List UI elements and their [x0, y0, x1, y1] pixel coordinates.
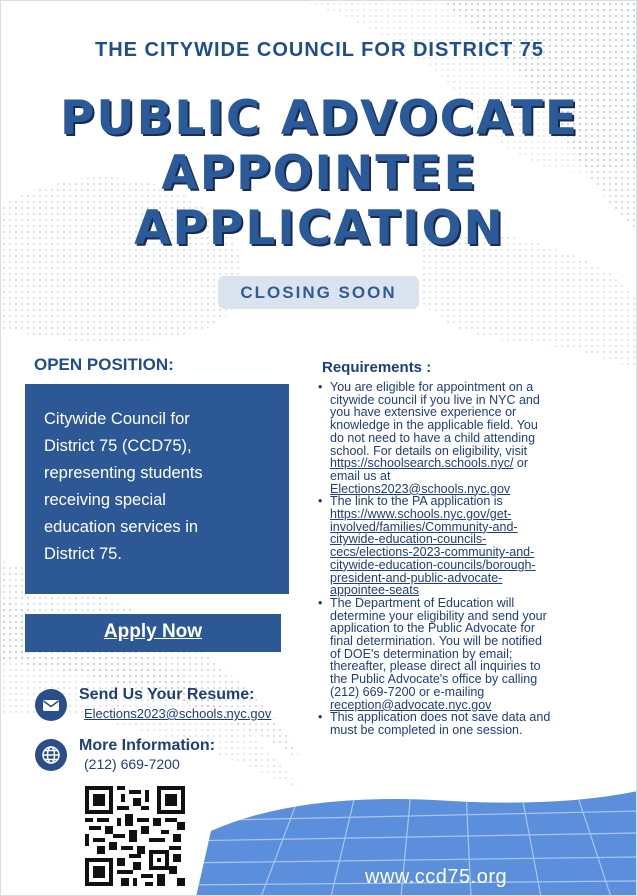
req-line: application to the Public Advocate for: [330, 621, 535, 636]
advocate-email-link[interactable]: reception@advocate.nyc.gov: [330, 697, 492, 712]
req-line: you have extensive experience or: [330, 405, 517, 420]
position-line: District 75 (CCD75),: [44, 437, 192, 455]
more-info-title: More Information:: [79, 737, 215, 754]
apply-now-button[interactable]: Apply Now: [25, 614, 281, 652]
info-phone: (212) 669-7200: [84, 756, 180, 772]
req-line: thereafter, please direct all inquiries to: [330, 659, 541, 674]
closing-soon-badge: CLOSING SOON: [218, 276, 419, 309]
schoolsearch-link[interactable]: https://schoolsearch.schools.nyc/: [330, 456, 514, 471]
req-line: citywide council if you live in NYC and: [330, 392, 540, 407]
req-line: knowledge in the applicable field. You: [330, 418, 538, 433]
position-line: District 75.: [44, 545, 122, 563]
title-line-3: APPLICATION: [134, 201, 505, 256]
main-title: [1, 91, 637, 256]
requirements-list: [315, 381, 615, 737]
req-line: • The Department of Education will: [330, 595, 515, 610]
website-url[interactable]: www.ccd75.org: [365, 866, 508, 888]
req-text: or: [513, 456, 529, 471]
position-line: education services in: [44, 518, 199, 536]
resume-title: Send Us Your Resume:: [79, 686, 255, 703]
req-line: must be completed in one session.: [330, 722, 523, 737]
pa-application-link[interactable]: president-and-public-advocate-: [330, 570, 503, 585]
title-line-2: APPOINTEE: [161, 146, 478, 201]
elections-email-link[interactable]: Elections2023@schools.nyc.gov: [330, 481, 511, 496]
position-line: representing students: [44, 464, 203, 482]
req-line: determine your eligibility and send your: [330, 608, 547, 623]
req-line: email us at: [330, 468, 391, 483]
resume-email-link[interactable]: Elections2023@schools.nyc.gov: [84, 706, 272, 721]
requirement-item-determination: [315, 597, 615, 711]
pa-application-link[interactable]: cecs/elections-2023-community-and-: [330, 545, 535, 560]
qr-code[interactable]: [85, 786, 185, 886]
requirement-item-eligibility: [315, 381, 615, 495]
pa-application-link[interactable]: citywide-education-councils/borough-: [330, 557, 536, 572]
req-line: of DOE's determination by email;: [330, 646, 513, 661]
pa-application-link[interactable]: https://www.schools.nyc.gov/get-: [330, 507, 512, 522]
req-line: (212) 669-7200 or e-mailing: [330, 684, 485, 699]
req-line: school. For details on eligibility, visit: [330, 443, 528, 458]
open-position-heading: OPEN POSITION:: [34, 355, 174, 374]
council-header: THE CITYWIDE COUNCIL FOR DISTRICT 75: [95, 39, 544, 61]
pa-application-link[interactable]: appointee-seats: [330, 583, 419, 598]
mail-icon: [35, 689, 67, 721]
req-line: • This application does not save data and: [330, 710, 551, 725]
globe-icon: [35, 739, 67, 771]
req-line: do not need to have a child attending: [330, 430, 536, 445]
requirement-item-session: [315, 711, 615, 736]
requirements-heading: Requirements :: [322, 359, 432, 376]
position-line: Citywide Council for: [44, 410, 190, 428]
pa-application-link[interactable]: involved/families/Community-and-: [330, 519, 518, 534]
pa-application-link[interactable]: citywide-education-councils-: [330, 532, 487, 547]
req-line: • You are eligible for appointment on a: [330, 380, 534, 394]
position-line: receiving special: [44, 491, 166, 509]
req-line: the Public Advocate's office by calling: [330, 672, 538, 687]
open-position-box: [25, 384, 289, 594]
requirement-item-application-link: [315, 495, 615, 597]
req-line: • The link to the PA application is: [330, 494, 503, 509]
title-line-1: PUBLIC ADVOCATE: [59, 91, 579, 146]
req-line: final determination. You will be notified: [330, 634, 542, 649]
